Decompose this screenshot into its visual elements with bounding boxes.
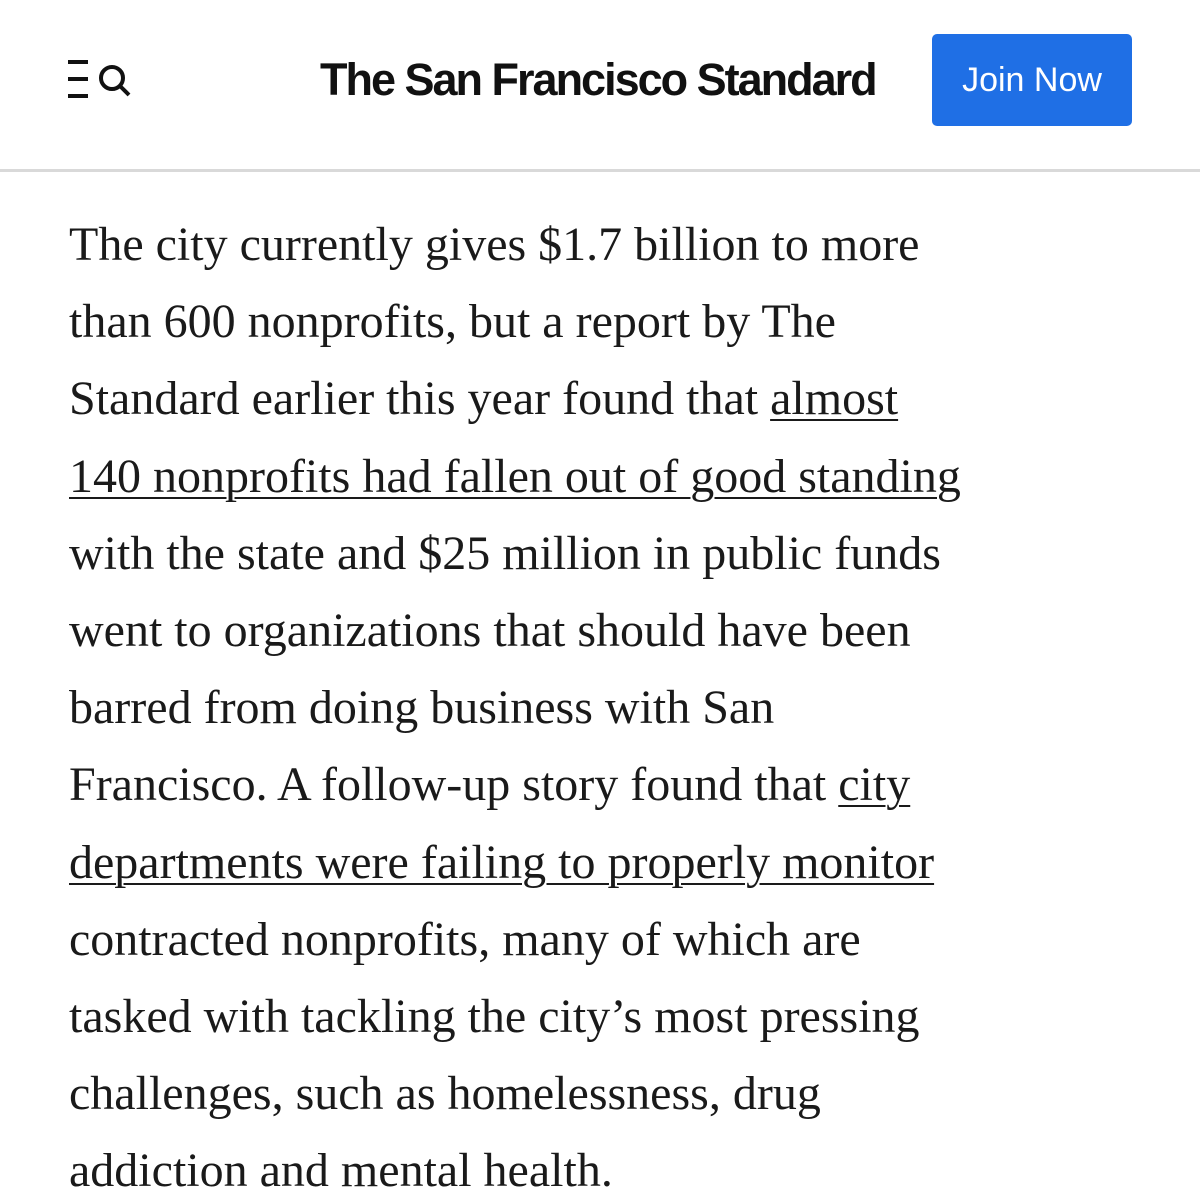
site-header — [0, 0, 1200, 172]
logo-prefix: The — [320, 54, 405, 105]
logo-highlight: San Francisco — [405, 50, 687, 110]
menu-search-icon[interactable] — [66, 56, 136, 106]
article-body — [69, 206, 1169, 1200]
text-line: tasked with tackling the city’s most pressing — [69, 990, 920, 1044]
text-line — [69, 746, 1169, 823]
text-line: barred from doing business with San — [69, 681, 775, 735]
text-line: addiction and mental health. — [69, 1144, 613, 1198]
text-segment: Standard earlier this year found that — [69, 372, 771, 426]
text-line — [69, 824, 1169, 901]
link-good-standing[interactable]: almost — [770, 372, 899, 426]
logo-suffix: Standard — [686, 54, 876, 105]
link-good-standing[interactable]: 140 nonprofits had fallen out of good standing — [69, 449, 961, 503]
text-line — [69, 360, 1169, 437]
text-line: contracted nonprofits, many of which are — [69, 912, 861, 966]
text-line: than 600 nonprofits, but a report by The — [69, 295, 836, 349]
text-line — [69, 438, 1169, 515]
join-now-button[interactable]: Join Now — [932, 34, 1132, 126]
site-logo[interactable] — [320, 50, 876, 110]
article-paragraph — [69, 206, 1169, 1200]
text-line: went to organizations that should have been — [69, 604, 911, 658]
link-monitoring[interactable]: departments were failing to properly monitor — [69, 835, 935, 889]
text-segment: Francisco. A follow-up story found that — [69, 758, 839, 812]
text-line: The city currently gives $1.7 billion to more — [69, 218, 920, 271]
text-line: with the state and $25 million in public funds — [69, 526, 941, 580]
text-line: challenges, such as homelessness, drug — [69, 1067, 821, 1121]
link-monitoring[interactable]: city — [838, 758, 911, 812]
